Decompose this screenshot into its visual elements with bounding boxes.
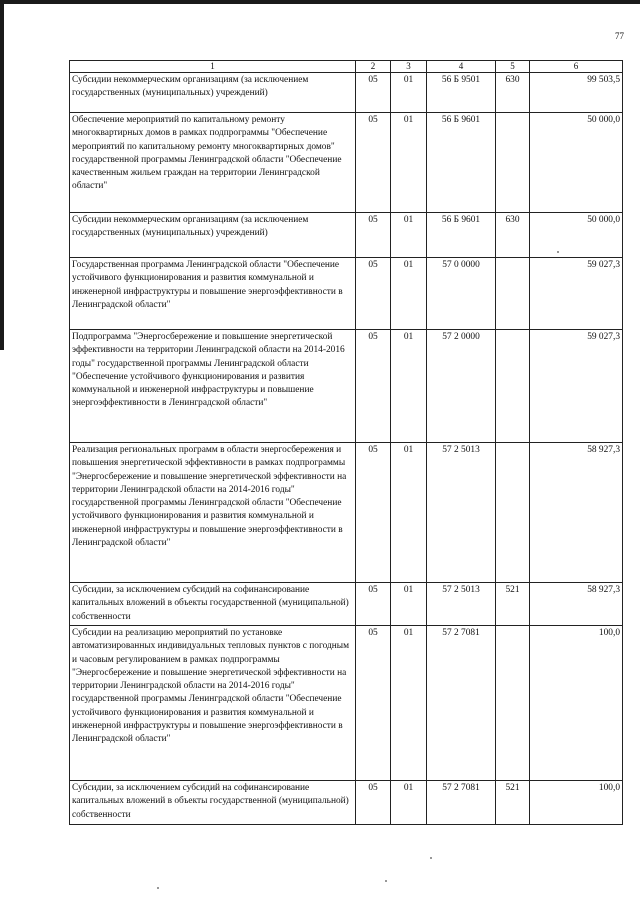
row-expense-type: 630 xyxy=(496,73,530,113)
row-expense-type xyxy=(496,330,530,443)
row-target-item: 57 2 7081 xyxy=(427,626,496,781)
row-name: Субсидии некоммерческим организациям (за исключением государственных (муниципальных) учреждений) xyxy=(70,213,356,258)
column-header-name: 1 xyxy=(70,61,356,73)
row-target-item: 57 2 5013 xyxy=(427,443,496,583)
row-expense-type xyxy=(496,258,530,330)
table-row xyxy=(70,73,623,113)
column-header-section: 2 xyxy=(356,61,391,73)
row-name: Государственная программа Ленинградской области "Обеспечение устойчивого функционирования и развития коммунальной и инженерной инфраструктуры и повышение энергоэффективности в Ленинградской области" xyxy=(70,258,356,330)
row-subsection: 01 xyxy=(391,73,427,113)
row-amount: 59 027,3 xyxy=(530,330,623,443)
row-amount: 50 000,0 xyxy=(530,213,623,258)
budget-table xyxy=(69,60,623,825)
row-subsection: 01 xyxy=(391,113,427,213)
table-row xyxy=(70,626,623,781)
row-section: 05 xyxy=(356,330,391,443)
row-name: Субсидии некоммерческим организациям (за исключением государственных (муниципальных) учреждений) xyxy=(70,73,356,113)
column-header-amount: 6 xyxy=(530,61,623,73)
row-amount: 59 027,3 xyxy=(530,258,623,330)
table-row xyxy=(70,258,623,330)
row-expense-type: 630 xyxy=(496,213,530,258)
row-target-item: 57 0 0000 xyxy=(427,258,496,330)
row-name: Обеспечение мероприятий по капитальному ремонту многоквартирных домов в рамках подпрограммы "Обеспечение мероприятий по капитальному ремонту многоквартирных домов" государственной программы Ленинградской области "Обеспечение качественным жильем граждан на территории Ленинградской области" xyxy=(70,113,356,213)
row-section: 05 xyxy=(356,258,391,330)
row-subsection: 01 xyxy=(391,330,427,443)
table-row xyxy=(70,330,623,443)
row-target-item: 56 Б 9501 xyxy=(427,73,496,113)
row-subsection: 01 xyxy=(391,781,427,825)
page-number: 77 xyxy=(615,31,624,41)
scan-speck xyxy=(157,887,159,889)
scan-edge-top xyxy=(0,0,640,4)
row-amount: 50 000,0 xyxy=(530,113,623,213)
row-amount: 100,0 xyxy=(530,626,623,781)
scan-speck xyxy=(557,251,559,253)
row-expense-type xyxy=(496,113,530,213)
row-section: 05 xyxy=(356,73,391,113)
row-target-item: 57 2 7081 xyxy=(427,781,496,825)
header-row xyxy=(70,61,623,73)
table-row xyxy=(70,583,623,626)
row-subsection: 01 xyxy=(391,258,427,330)
row-target-item: 56 Б 9601 xyxy=(427,113,496,213)
row-amount: 58 927,3 xyxy=(530,583,623,626)
row-target-item: 57 2 0000 xyxy=(427,330,496,443)
column-header-target-item: 4 xyxy=(427,61,496,73)
row-amount: 100,0 xyxy=(530,781,623,825)
column-header-expense-type: 5 xyxy=(496,61,530,73)
row-name: Субсидии, за исключением субсидий на софинансирование капитальных вложений в объекты государственной (муниципальной) собственности xyxy=(70,583,356,626)
row-subsection: 01 xyxy=(391,443,427,583)
table-row xyxy=(70,443,623,583)
row-amount: 58 927,3 xyxy=(530,443,623,583)
table-row xyxy=(70,781,623,825)
row-section: 05 xyxy=(356,113,391,213)
row-expense-type xyxy=(496,443,530,583)
row-section: 05 xyxy=(356,583,391,626)
row-target-item: 56 Б 9601 xyxy=(427,213,496,258)
row-subsection: 01 xyxy=(391,626,427,781)
row-expense-type: 521 xyxy=(496,781,530,825)
row-name: Подпрограмма "Энергосбережение и повышение энергетической эффективности на территории Ленинградской области на 2014-2016 годы" государственной программы Ленинградской области "Обеспечение устойчивого функционирования и развития коммунальной и инженерной инфраструктуры и повышение энергоэффективности в Ленинградской области" xyxy=(70,330,356,443)
table-row xyxy=(70,213,623,258)
row-section: 05 xyxy=(356,626,391,781)
row-section: 05 xyxy=(356,781,391,825)
row-section: 05 xyxy=(356,443,391,583)
row-subsection: 01 xyxy=(391,583,427,626)
row-amount: 99 503,5 xyxy=(530,73,623,113)
scan-speck xyxy=(385,880,387,882)
scan-speck xyxy=(430,857,432,859)
scan-edge-left xyxy=(0,0,4,350)
row-section: 05 xyxy=(356,213,391,258)
row-name: Реализация региональных программ в области энергосбережения и повышения энергетической эффективности в рамках подпрограммы "Энергосбережение и повышение энергетической эффективности на территории Ленинградской области на 2014-2016 годы" государственной программы Ленинградской области "Обеспечение устойчивого функционирования и развития коммунальной и инженерной инфраструктуры и повышение энергоэффективности в Ленинградской области" xyxy=(70,443,356,583)
table-row xyxy=(70,113,623,213)
row-subsection: 01 xyxy=(391,213,427,258)
row-expense-type: 521 xyxy=(496,583,530,626)
row-name: Субсидии на реализацию мероприятий по установке автоматизированных индивидуальных тепловых пунктов с погодным и часовым регулированием в рамках подпрограммы "Энергосбережение и повышение энергетической эффективности на территории Ленинградской области на 2014-2016 годы" государственной программы Ленинградской области "Обеспечение устойчивого функционирования и развития коммунальной и инженерной инфраструктуры и повышение энергоэффективности в Ленинградской области" xyxy=(70,626,356,781)
column-header-subsection: 3 xyxy=(391,61,427,73)
row-name: Субсидии, за исключением субсидий на софинансирование капитальных вложений в объекты государственной (муниципальной) собственности xyxy=(70,781,356,825)
row-target-item: 57 2 5013 xyxy=(427,583,496,626)
row-expense-type xyxy=(496,626,530,781)
